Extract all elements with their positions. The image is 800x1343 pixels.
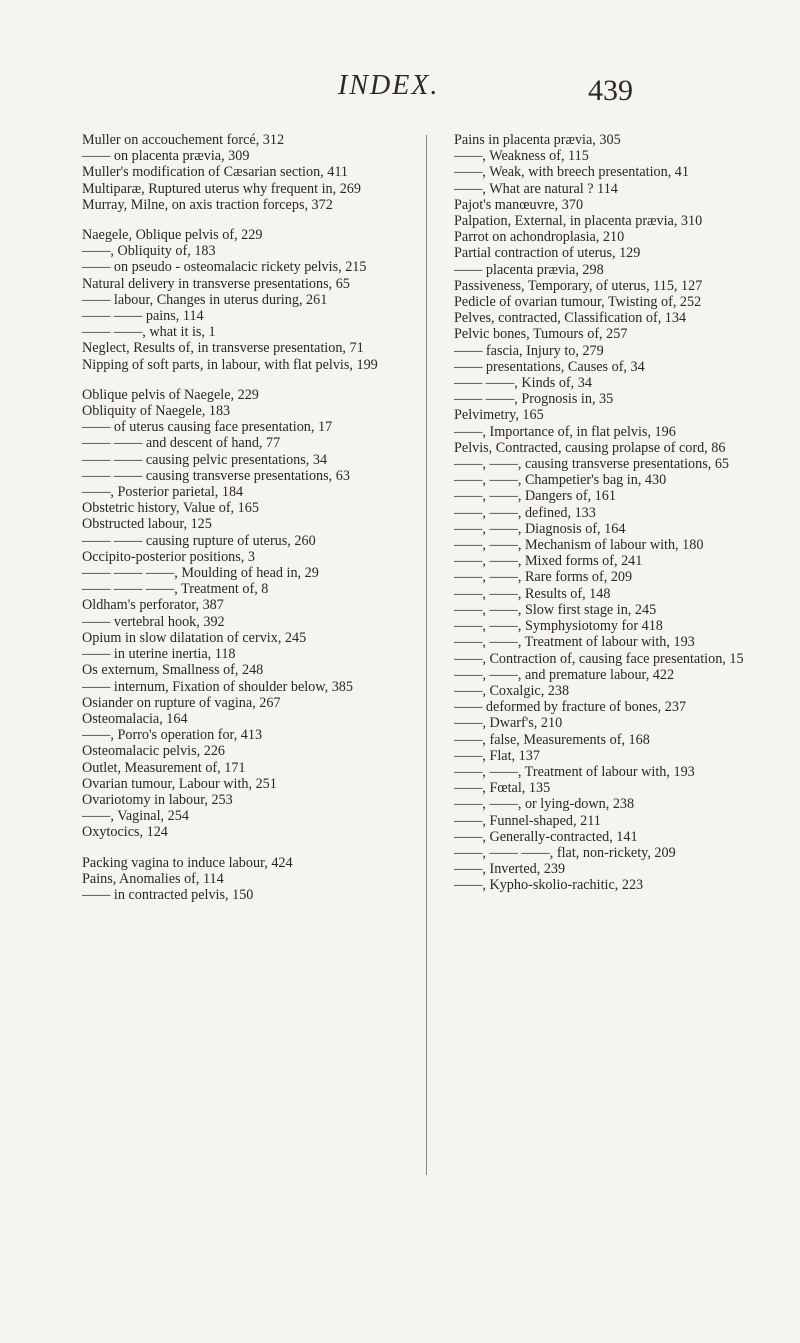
index-entry: ——, ——, defined, 133: [454, 504, 596, 521]
index-entry: —— fascia, Injury to, 279: [454, 342, 604, 359]
index-entry: —— ——, what it is, 1: [82, 324, 216, 341]
index-entry: ——, Inverted, 239: [454, 861, 566, 878]
index-entry: Ovariotomy in labour, 253: [82, 791, 233, 808]
index-entry: —— internum, Fixation of shoulder below, 385: [82, 678, 353, 695]
index-entry: Parrot on achondroplasia, 210: [454, 229, 625, 246]
index-entry: —— —— and descent of hand, 77: [82, 435, 281, 452]
index-entry: ——, Coxalgic, 238: [454, 682, 570, 699]
index-entry: Palpation, External, in placenta prævia, 310: [454, 213, 703, 230]
index-entry: Obstetric history, Value of, 165: [82, 500, 259, 517]
index-entry: ——, ——, Mixed forms of, 241: [454, 553, 643, 570]
index-entry: ——, ——, causing transverse presentations, 65: [454, 456, 730, 473]
index-entry: Oxytocics, 124: [82, 824, 168, 841]
index-entry: Passiveness, Temporary, of uterus, 115, 127: [454, 277, 703, 294]
index-entry: Naegele, Oblique pelvis of, 229: [82, 227, 263, 244]
index-entry: Oldham's perforator, 387: [82, 597, 224, 614]
index-entry: ——, Vaginal, 254: [82, 808, 189, 825]
index-entry: ——, Obliquity of, 183: [82, 243, 216, 260]
index-entry: ——, Funnel-shaped, 211: [454, 812, 601, 829]
index-entry: Pelves, contracted, Classification of, 134: [454, 310, 687, 327]
index-entry: ——, ——, Slow first stage in, 245: [454, 601, 657, 618]
index-column-right: [454, 132, 784, 894]
index-entry: Pelvimetry, 165: [454, 407, 544, 424]
index-entry: ——, false, Measurements of, 168: [454, 731, 650, 748]
index-entry: Pelvic bones, Tumours of, 257: [454, 326, 628, 343]
index-entry: —— —— causing pelvic presentations, 34: [82, 451, 328, 468]
index-entry: Pedicle of ovarian tumour, Twisting of, 252: [454, 294, 702, 311]
index-entry: —— ——, Kinds of, 34: [454, 375, 592, 392]
index-entry: ——, ——, Champetier's bag in, 430: [454, 472, 667, 489]
index-entry: ——, ——, Mechanism of labour with, 180: [454, 537, 704, 554]
index-entry: —— labour, Changes in uterus during, 261: [82, 291, 328, 308]
index-entry: Osteomalacic pelvis, 226: [82, 743, 226, 760]
index-entry: Opium in slow dilatation of cervix, 245: [82, 629, 307, 646]
index-entry: Multiparæ, Ruptured uterus why frequent in, 269: [82, 180, 361, 197]
index-entry: Murray, Milne, on axis traction forceps, 372: [82, 196, 333, 213]
index-entry: Pajot's manœuvre, 370: [454, 196, 584, 213]
index-entry: —— ——, Prognosis in, 35: [454, 391, 614, 408]
index-column-left: [82, 132, 412, 903]
index-entry: Muller's modification of Cæsarian section, 411: [82, 164, 349, 181]
index-entry: —— of uterus causing face presentation, 17: [82, 419, 333, 436]
index-entry: Obstructed labour, 125: [82, 516, 212, 533]
index-entry: Os externum, Smallness of, 248: [82, 662, 264, 679]
index-entry: —— —— causing rupture of uterus, 260: [82, 532, 316, 549]
index-entry: Osteomalacia, 164: [82, 710, 188, 727]
index-entry: Osiander on rupture of vagina, 267: [82, 694, 281, 711]
index-entry: —— placenta prævia, 298: [454, 261, 604, 278]
index-entry: Oblique pelvis of Naegele, 229: [82, 386, 259, 403]
index-entry: —— presentations, Causes of, 34: [454, 358, 645, 375]
index-entry: Neglect, Results of, in transverse presentation, 71: [82, 340, 364, 357]
index-entry: ——, Weakness of, 115: [454, 148, 589, 165]
index-entry: Pelvis, Contracted, causing prolapse of cord, 86: [454, 439, 726, 456]
page-number: 439: [588, 74, 633, 107]
index-entry: Packing vagina to induce labour, 424: [82, 854, 293, 871]
index-entry: ——, Porro's operation for, 413: [82, 727, 263, 744]
column-divider: [426, 135, 427, 1175]
index-entry: Occipito-posterior positions, 3: [82, 548, 255, 565]
index-entry: ——, —— ——, flat, non-rickety, 209: [454, 844, 676, 861]
index-entry: ——, What are natural ? 114: [454, 180, 618, 197]
index-entry: Pains, Anomalies of, 114: [82, 870, 224, 887]
index-entry: —— in contracted pelvis, 150: [82, 886, 254, 903]
index-entry: ——, Fœtal, 135: [454, 780, 551, 797]
index-entry: —— in uterine inertia, 118: [82, 646, 236, 663]
index-entry: ——, Flat, 137: [454, 747, 540, 764]
index-entry: —— —— ——, Treatment of, 8: [82, 581, 269, 598]
index-entry: ——, ——, Treatment of labour with, 193: [454, 634, 695, 651]
index-entry: —— —— ——, Moulding of head in, 29: [82, 565, 319, 582]
index-entry: —— on pseudo - osteomalacic rickety pelvis, 215: [82, 259, 367, 276]
index-entry: Natural delivery in transverse presentations, 65: [82, 275, 350, 292]
index-entry: ——, ——, or lying-down, 238: [454, 796, 635, 813]
index-entry: ——, Dwarf's, 210: [454, 715, 563, 732]
index-entry: ——, ——, Dangers of, 161: [454, 488, 616, 505]
index-entry: ——, Weak, with breech presentation, 41: [454, 164, 689, 181]
index-entry: Obliquity of Naegele, 183: [82, 403, 231, 420]
index-entry: ——, ——, and premature labour, 422: [454, 666, 675, 683]
index-entry: ——, ——, Results of, 148: [454, 585, 611, 602]
page-header: [0, 66, 800, 116]
index-entry: Partial contraction of uterus, 129: [454, 245, 641, 262]
index-entry: ——, ——, Rare forms of, 209: [454, 569, 633, 586]
index-entry: Nipping of soft parts, in labour, with flat pelvis, 199: [82, 356, 378, 373]
index-entry: Muller on accouchement forcé, 312: [82, 132, 285, 148]
index-entry: ——, Kypho-skolio-rachitic, 223: [454, 877, 644, 894]
index-entry: ——, Generally-contracted, 141: [454, 828, 638, 845]
index-entry: —— deformed by fracture of bones, 237: [454, 699, 687, 716]
index-entry: Outlet, Measurement of, 171: [82, 759, 246, 776]
index-entry: ——, Contraction of, causing face presentation, 15: [454, 650, 744, 667]
index-entry: ——, ——, Diagnosis of, 164: [454, 520, 626, 537]
index-entry: —— on placenta prævia, 309: [82, 148, 250, 165]
index-entry: ——, ——, Symphysiotomy for 418: [454, 618, 663, 635]
index-entry: ——, Importance of, in flat pelvis, 196: [454, 423, 676, 440]
index-entry: Pains in placenta prævia, 305: [454, 132, 621, 148]
index-entry: —— vertebral hook, 392: [82, 613, 225, 630]
index-entry: ——, ——, Treatment of labour with, 193: [454, 763, 695, 780]
running-title: INDEX.: [338, 70, 440, 101]
index-entry: —— —— causing transverse presentations, 63: [82, 467, 350, 484]
index-entry: —— —— pains, 114: [82, 308, 204, 325]
index-entry: Ovarian tumour, Labour with, 251: [82, 775, 277, 792]
index-entry: ——, Posterior parietal, 184: [82, 484, 244, 501]
